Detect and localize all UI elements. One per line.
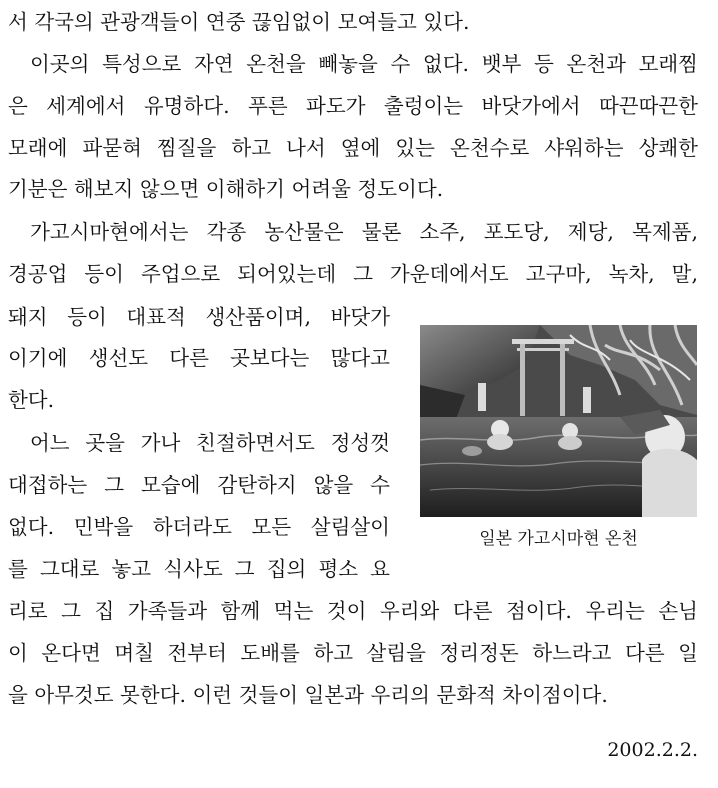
text-line: 기분은 해보지 않으면 이해하기 어려울 정도이다.	[8, 177, 444, 201]
text-line: 경공업 등이 주업으로 되어있는데 그 가운데에서도 고구마, 녹차, 말,	[8, 262, 698, 286]
text-line: 없다. 민박을 하더라도 모든 살림살이	[8, 515, 390, 539]
text-line: 이곳의 특성으로 자연 온천을 빼놓을 수 없다. 뱃부 등 온천과 모래찜	[30, 52, 698, 76]
text-line: 서 각국의 관광객들이 연중 끊임없이 모여들고 있다.	[8, 10, 470, 34]
text-line: 리로 그 집 가족들과 함께 먹는 것이 우리와 다른 점이다. 우리는 손님	[8, 599, 698, 623]
text-line: 가고시마현에서는 각종 농산물은 물론 소주, 포도당, 제당, 목제품,	[30, 220, 698, 244]
text-line: 모래에 파묻혀 찜질을 하고 나서 옆에 있는 온천수로 샤워하는 상쾌한	[8, 136, 698, 160]
text-line: 은 세계에서 유명하다. 푸른 파도가 출렁이는 바닷가에서 따끈따끈한	[8, 94, 698, 118]
date-stamp: 2002.2.2.	[607, 739, 698, 761]
text-line: 한다.	[8, 388, 55, 412]
hot-spring-illustration	[420, 325, 697, 517]
text-line: 어느 곳을 가나 친절하면서도 정성껏	[30, 431, 390, 455]
text-line: 를 그대로 놓고 식사도 그 집의 평소 요	[8, 557, 390, 581]
hot-spring-photo	[420, 325, 697, 517]
text-line: 이기에 생선도 다른 곳보다는 많다고	[8, 346, 390, 370]
text-line: 을 아무것도 못한다. 이런 것들이 일본과 우리의 문화적 차이점이다.	[8, 683, 608, 707]
text-line: 돼지 등이 대표적 생산품이며, 바닷가	[8, 305, 390, 329]
text-line: 대접하는 그 모습에 감탄하지 않을 수	[8, 473, 390, 497]
text-line: 이 온다면 며칠 전부터 도배를 하고 살림을 정리정돈 하느라고 다른 일	[8, 641, 698, 665]
photo-caption: 일본 가고시마현 온천	[479, 529, 638, 549]
